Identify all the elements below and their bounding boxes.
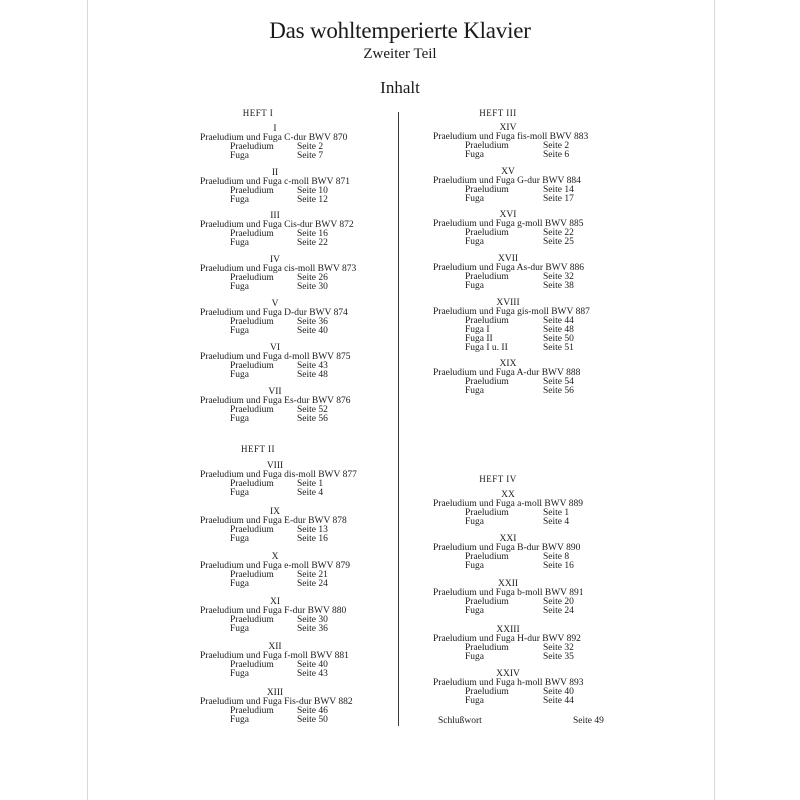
entry-work-title: Praeludium und Fuga d-moll BWV 875 [200, 352, 351, 362]
piece-page-number: Seite 36 [297, 317, 328, 327]
entry-roman-numeral: XI [269, 597, 281, 607]
piece-name: Praeludium [230, 186, 274, 196]
entry-piece-row [433, 186, 633, 195]
entry-piece-row [433, 335, 633, 344]
piece-page-number: Seite 46 [297, 706, 328, 716]
piece-page-number: Seite 50 [297, 715, 328, 725]
entry-work-title: Praeludium und Fuga D-dur BWV 874 [200, 308, 348, 318]
piece-name: Fuga [230, 534, 249, 544]
entry-piece-row [433, 273, 633, 282]
entry-roman-numeral: V [271, 299, 279, 309]
piece-name: Praeludium [230, 570, 274, 580]
toc-entry [433, 626, 633, 662]
piece-name: Praeludium [230, 660, 274, 670]
contents-heading: Inhalt [380, 78, 420, 97]
entry-roman-numeral: II [271, 168, 279, 178]
entry-roman-numeral: XV [501, 167, 515, 177]
entry-piece-row [433, 238, 633, 247]
piece-name: Fuga II [465, 334, 493, 344]
piece-page-number: Seite 40 [297, 660, 328, 670]
piece-name: Praeludium [230, 405, 274, 415]
entry-piece-row [200, 489, 400, 498]
toc-entry [200, 256, 400, 292]
entry-roman-numeral: XIX [499, 359, 517, 369]
piece-name: Praeludium [465, 552, 509, 562]
piece-name: Fuga [230, 579, 249, 589]
entry-piece-row [433, 562, 633, 571]
piece-page-number: Seite 10 [297, 186, 328, 196]
entry-piece-row [433, 518, 633, 527]
toc-entry [200, 212, 400, 248]
entry-work-title: Praeludium und Fuga Cis-dur BWV 872 [200, 220, 354, 230]
entry-roman-numeral: XVIII [496, 298, 520, 308]
piece-page-number: Seite 52 [297, 405, 328, 415]
piece-page-number: Seite 44 [543, 316, 574, 326]
entry-piece-row [433, 688, 633, 697]
piece-name: Fuga [230, 195, 249, 205]
piece-name: Fuga [230, 326, 249, 336]
toc-entry [200, 125, 400, 161]
piece-page-number: Seite 7 [297, 151, 324, 161]
entry-piece-row [200, 283, 400, 292]
piece-page-number: Seite 4 [543, 517, 570, 527]
entry-roman-numeral: XIII [266, 688, 284, 698]
entry-work-title: Praeludium und Fuga dis-moll BWV 877 [200, 470, 357, 480]
entry-work-title: Praeludium und Fuga g-moll BWV 885 [433, 219, 584, 229]
entry-roman-numeral: IX [269, 507, 281, 517]
toc-entry [433, 299, 633, 353]
entry-roman-numeral: XXII [497, 579, 519, 589]
heft-heading: HEFT IV [479, 474, 517, 484]
piece-page-number: Seite 48 [543, 325, 574, 335]
entry-piece-row [200, 535, 400, 544]
piece-page-number: Seite 6 [543, 150, 570, 160]
piece-page-number: Seite 24 [543, 606, 574, 616]
page-subtitle: Zweiter Teil [363, 46, 437, 62]
toc-entry [433, 535, 633, 571]
entry-work-title: Praeludium und Fuga f-moll BWV 881 [200, 651, 349, 661]
toc-entry [200, 169, 400, 205]
piece-page-number: Seite 2 [297, 142, 324, 152]
entry-work-title: Praeludium und Fuga b-moll BWV 891 [433, 588, 584, 598]
entry-piece-row [433, 151, 633, 160]
piece-page-number: Seite 30 [297, 615, 328, 625]
piece-name: Fuga [465, 386, 484, 396]
piece-name: Fuga [230, 282, 249, 292]
entry-piece-row [433, 607, 633, 616]
piece-name: Fuga [230, 715, 249, 725]
toc-entry [433, 360, 633, 396]
entry-piece-row [433, 653, 633, 662]
toc-entry [433, 168, 633, 204]
toc-entry [200, 643, 400, 679]
entry-roman-numeral: XII [268, 642, 282, 652]
piece-page-number: Seite 56 [297, 414, 328, 424]
piece-name: Praeludium [230, 361, 274, 371]
piece-page-number: Seite 43 [297, 361, 328, 371]
piece-page-number: Seite 14 [543, 185, 574, 195]
toc-entry [433, 124, 633, 160]
toc-entry [200, 462, 400, 498]
entry-work-title: Praeludium und Fuga Fis-dur BWV 882 [200, 697, 353, 707]
piece-page-number: Seite 1 [297, 479, 324, 489]
entry-work-title: Praeludium und Fuga H-dur BWV 892 [433, 634, 581, 644]
entry-piece-row [200, 152, 400, 161]
entry-piece-row [433, 387, 633, 396]
toc-entry [200, 344, 400, 380]
piece-page-number: Seite 32 [543, 643, 574, 653]
entry-piece-row [433, 229, 633, 238]
entry-roman-numeral: XVII [497, 254, 519, 264]
entry-roman-numeral: X [271, 552, 279, 562]
entry-roman-numeral: XXI [499, 534, 517, 544]
piece-page-number: Seite 50 [543, 334, 574, 344]
entry-work-title: Praeludium und Fuga B-dur BWV 890 [433, 543, 581, 553]
piece-name: Fuga [465, 652, 484, 662]
toc-entry [433, 670, 633, 706]
piece-name: Praeludium [465, 377, 509, 387]
piece-page-number: Seite 32 [543, 272, 574, 282]
piece-name: Fuga [465, 150, 484, 160]
entry-piece-row [200, 625, 400, 634]
entry-roman-numeral: XIV [499, 123, 517, 133]
entry-roman-numeral: XXIV [496, 669, 520, 679]
piece-name: Praeludium [230, 525, 274, 535]
piece-name: Praeludium [230, 142, 274, 152]
entry-roman-numeral: I [273, 124, 277, 134]
piece-page-number: Seite 30 [297, 282, 328, 292]
toc-entry [200, 553, 400, 589]
toc-entry [433, 255, 633, 291]
piece-name: Fuga I u. II [465, 343, 508, 353]
piece-name: Praeludium [465, 316, 509, 326]
page-title: Das wohltemperierte Klavier [269, 18, 531, 43]
piece-page-number: Seite 2 [543, 141, 570, 151]
piece-name: Praeludium [465, 508, 509, 518]
piece-page-number: Seite 35 [543, 652, 574, 662]
piece-page-number: Seite 44 [543, 696, 574, 706]
piece-page-number: Seite 24 [297, 579, 328, 589]
piece-page-number: Seite 8 [543, 552, 570, 562]
piece-name: Fuga [465, 606, 484, 616]
toc-entry [200, 300, 400, 336]
entry-piece-row [433, 598, 633, 607]
piece-page-number: Seite 26 [297, 273, 328, 283]
entry-piece-row [433, 697, 633, 706]
entry-roman-numeral: VI [269, 343, 281, 353]
piece-page-number: Seite 54 [543, 377, 574, 387]
toc-entry [433, 491, 633, 527]
entry-work-title: Praeludium und Fuga E-dur BWV 878 [200, 516, 347, 526]
piece-page-number: Seite 22 [297, 238, 328, 248]
entry-work-title: Praeludium und Fuga h-moll BWV 893 [433, 678, 584, 688]
piece-page-number: Seite 40 [543, 687, 574, 697]
entry-work-title: Praeludium und Fuga gis-moll BWV 887 [433, 307, 590, 317]
piece-page-number: Seite 56 [543, 386, 574, 396]
entry-piece-row [200, 415, 400, 424]
entry-piece-row [200, 239, 400, 248]
piece-name: Fuga [230, 669, 249, 679]
entry-work-title: Praeludium und Fuga G-dur BWV 884 [433, 176, 581, 186]
entry-work-title: Praeludium und Fuga Es-dur BWV 876 [200, 396, 351, 406]
entry-work-title: Praeludium und Fuga A-dur BWV 888 [433, 368, 581, 378]
entry-piece-row [433, 282, 633, 291]
piece-name: Praeludium [465, 643, 509, 653]
afterword-label: Schlußwort [438, 716, 482, 726]
piece-name: Praeludium [230, 273, 274, 283]
piece-name: Fuga [465, 517, 484, 527]
entry-work-title: Praeludium und Fuga cis-moll BWV 873 [200, 264, 357, 274]
piece-name: Praeludium [465, 141, 509, 151]
piece-name: Fuga [230, 370, 249, 380]
piece-name: Praeludium [230, 615, 274, 625]
piece-name: Praeludium [465, 228, 509, 238]
entry-piece-row [200, 327, 400, 336]
entry-work-title: Praeludium und Fuga C-dur BWV 870 [200, 133, 348, 143]
piece-name: Praeludium [465, 185, 509, 195]
piece-name: Fuga [465, 194, 484, 204]
entry-work-title: Praeludium und Fuga fis-moll BWV 883 [433, 132, 589, 142]
piece-name: Praeludium [230, 706, 274, 716]
entry-work-title: Praeludium und Fuga As-dur BWV 886 [433, 263, 585, 273]
entry-roman-numeral: IV [269, 255, 281, 265]
piece-page-number: Seite 22 [543, 228, 574, 238]
afterword-page: Seite 49 [573, 716, 604, 726]
toc-entry [433, 580, 633, 616]
piece-name: Fuga [465, 237, 484, 247]
entry-piece-row [200, 670, 400, 679]
entry-work-title: Praeludium und Fuga a-moll BWV 889 [433, 499, 583, 509]
entry-piece-row [433, 509, 633, 518]
piece-name: Fuga [465, 281, 484, 291]
piece-name: Praeludium [230, 317, 274, 327]
entry-work-title: Praeludium und Fuga e-moll BWV 879 [200, 561, 350, 571]
entry-piece-row [433, 317, 633, 326]
piece-name: Praeludium [230, 229, 274, 239]
entry-piece-row [200, 371, 400, 380]
entry-roman-numeral: III [270, 211, 280, 221]
entry-roman-numeral: VII [268, 387, 282, 397]
piece-name: Fuga [465, 696, 484, 706]
piece-page-number: Seite 16 [543, 561, 574, 571]
heft-heading: HEFT I [242, 108, 274, 118]
piece-page-number: Seite 16 [297, 534, 328, 544]
heft-heading: HEFT II [240, 444, 276, 454]
piece-page-number: Seite 20 [543, 597, 574, 607]
entry-piece-row [433, 326, 633, 335]
piece-name: Praeludium [230, 479, 274, 489]
toc-entry [200, 388, 400, 424]
toc-entry [200, 508, 400, 544]
piece-name: Fuga [230, 238, 249, 248]
piece-page-number: Seite 40 [297, 326, 328, 336]
piece-name: Praeludium [465, 597, 509, 607]
piece-page-number: Seite 43 [297, 669, 328, 679]
piece-name: Praeludium [465, 272, 509, 282]
piece-page-number: Seite 4 [297, 488, 324, 498]
piece-page-number: Seite 12 [297, 195, 328, 205]
entry-roman-numeral: XX [501, 490, 515, 500]
piece-name: Fuga I [465, 325, 490, 335]
entry-roman-numeral: XVI [499, 210, 517, 220]
piece-page-number: Seite 13 [297, 525, 328, 535]
entry-piece-row [433, 344, 633, 353]
piece-name: Fuga [230, 151, 249, 161]
piece-page-number: Seite 25 [543, 237, 574, 247]
entry-piece-row [433, 378, 633, 387]
entry-piece-row [433, 142, 633, 151]
heft-heading: HEFT III [479, 108, 517, 118]
entry-work-title: Praeludium und Fuga c-moll BWV 871 [200, 177, 350, 187]
entry-piece-row [433, 195, 633, 204]
piece-name: Fuga [230, 414, 249, 424]
entry-work-title: Praeludium und Fuga F-dur BWV 880 [200, 606, 347, 616]
piece-page-number: Seite 16 [297, 229, 328, 239]
piece-page-number: Seite 17 [543, 194, 574, 204]
entry-piece-row [433, 644, 633, 653]
piece-page-number: Seite 48 [297, 370, 328, 380]
entry-piece-row [200, 716, 400, 725]
piece-name: Fuga [230, 488, 249, 498]
piece-page-number: Seite 36 [297, 624, 328, 634]
toc-entry [200, 598, 400, 634]
entry-roman-numeral: VIII [266, 461, 284, 471]
piece-name: Fuga [230, 624, 249, 634]
entry-piece-row [200, 580, 400, 589]
entry-roman-numeral: XXIII [496, 625, 520, 635]
entry-piece-row [433, 553, 633, 562]
piece-name: Praeludium [465, 687, 509, 697]
piece-page-number: Seite 38 [543, 281, 574, 291]
entry-piece-row [200, 196, 400, 205]
piece-name: Fuga [465, 561, 484, 571]
toc-entry [200, 689, 400, 725]
piece-page-number: Seite 51 [543, 343, 574, 353]
piece-page-number: Seite 1 [543, 508, 570, 518]
toc-entry [433, 211, 633, 247]
piece-page-number: Seite 21 [297, 570, 328, 580]
